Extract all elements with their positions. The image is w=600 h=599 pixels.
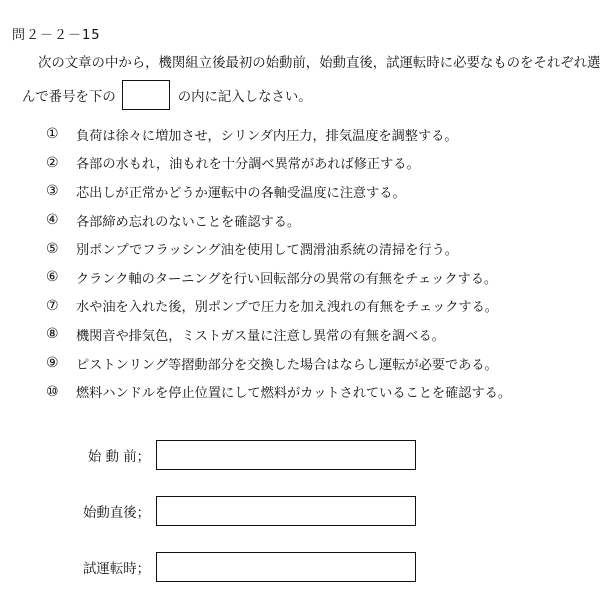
choice-list [46, 120, 586, 406]
inline-answer-box [122, 80, 170, 110]
choice-text: 燃料ハンドルを停止位置にして燃料がカットされていることを確認する。 [76, 386, 512, 402]
choice-number: ⑧ [46, 326, 59, 343]
choice-number: ⑦ [46, 297, 59, 314]
answer-row-trial-run [0, 552, 600, 582]
choice-item [46, 149, 586, 178]
choice-item [46, 349, 586, 378]
choice-number: ② [46, 154, 59, 171]
choice-text: 各部締め忘れのないことを確認する。 [76, 214, 301, 230]
choice-item [46, 320, 586, 349]
question-number: 問２－２－15 [12, 28, 101, 43]
choice-text: 各部の水もれ，油もれを十分調べ異常があれば修正する。 [76, 157, 420, 173]
choice-number: ⑨ [46, 355, 59, 372]
answer-box-before-start[interactable] [156, 440, 416, 470]
instruction-line-2-end: の内に記入しなさい。 [177, 89, 312, 105]
answer-row-after-start [0, 496, 600, 526]
choice-item [46, 234, 586, 263]
choice-number: ⑤ [46, 240, 59, 257]
answer-label-trial-run: 試運転時； [83, 562, 150, 577]
answer-box-trial-run[interactable] [156, 552, 416, 582]
choice-number: ⑩ [46, 383, 59, 400]
choice-number: ⑥ [46, 269, 59, 286]
choice-item [46, 120, 586, 149]
choice-item [46, 292, 586, 321]
choice-item [46, 177, 586, 206]
choice-item [46, 377, 586, 406]
choice-text: 水や油を入れた後，別ポンプで圧力を加え洩れの有無をチェックする。 [76, 300, 498, 316]
answer-label-before-start: 始 動 前； [87, 450, 150, 465]
choice-number: ③ [46, 183, 59, 200]
choice-item [46, 206, 586, 235]
answer-row-before-start [0, 440, 600, 470]
choice-text: クランク軸のターニングを行い回転部分の異常の有無をチェックする。 [76, 271, 498, 287]
choice-text: ピストンリング等摺動部分を交換した場合はならし運転が必要である。 [76, 357, 498, 373]
instruction-line-2 [22, 80, 312, 110]
instruction-line-1: 次の文章の中から，機関組立後最初の始動前，始動直後，試運転時に必要なものをそれぞれ選 [38, 56, 600, 71]
choice-item [46, 263, 586, 292]
choice-number: ④ [46, 212, 59, 229]
choice-number: ① [46, 126, 59, 143]
answer-box-after-start[interactable] [156, 496, 416, 526]
choice-text: 別ポンプでフラッシング油を使用して潤滑油系統の清掃を行う。 [76, 243, 458, 259]
choice-text: 機関音や排気色，ミストガス量に注意し異常の有無を調べる。 [76, 328, 445, 344]
choice-text: 負荷は徐々に増加させ，シリンダ内圧力，排気温度を調整する。 [76, 128, 458, 144]
instruction-line-2-start: んで番号を下の [22, 89, 116, 105]
answer-label-after-start: 始動直後； [83, 506, 150, 521]
choice-text: 芯出しが正常かどうか運転中の各軸受温度に注意する。 [76, 185, 406, 201]
